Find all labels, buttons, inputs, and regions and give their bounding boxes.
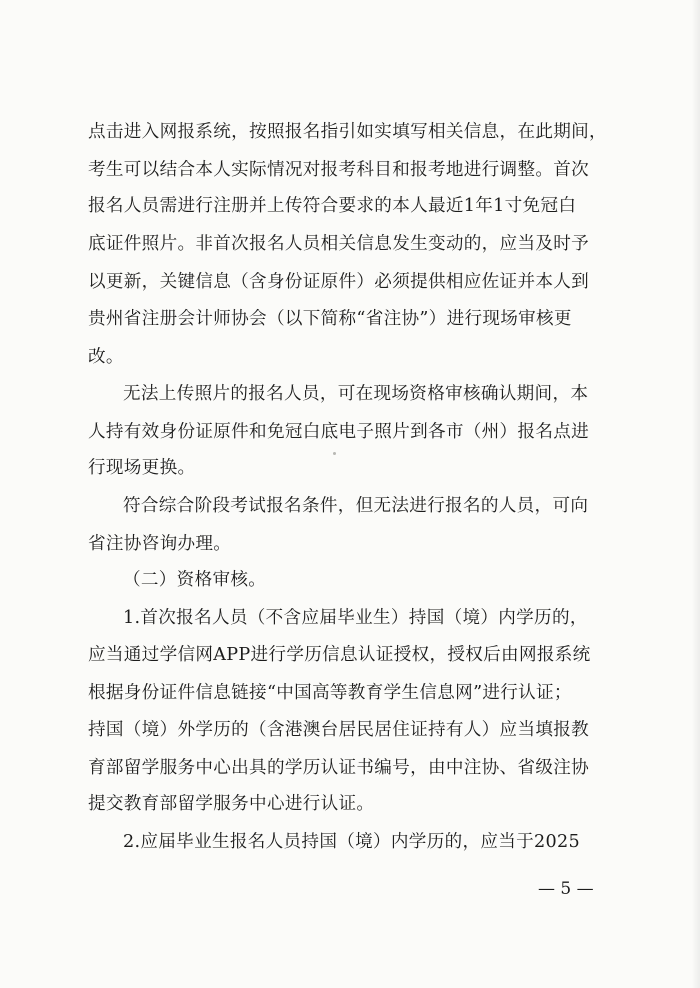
text-line: 考生可以结合本人实际情况对报考科目和报考地进行调整。首次 [88,160,590,180]
page-number: — 5 — [538,879,594,899]
text-line: 根据身份证件信息链接“中国高等教育学生信息网”进行认证； [88,683,572,703]
paragraph-first-line: 符合综合阶段考试报名条件，但无法进行报名的人员，可向 [123,496,589,516]
text-line: 行现场更换。 [88,458,196,478]
text-line: 底证件照片。非首次报名人员相关信息发生变动的，应当及时予 [88,234,590,254]
text-line: 以更新，关键信息（含身份证原件）必须提供相应佐证并本人到 [88,272,590,292]
scan-speck [333,452,336,455]
paragraph-first-line: 2.应届毕业生报名人员持国（境）内学历的，应当于2025 [123,832,581,852]
section-heading: （二）资格审核。 [123,570,267,590]
text-line: 点击进入网报系统，按照报名指引如实填写相关信息，在此期间， [88,122,607,142]
text-line: 育部留学服务中心出具的学历认证书编号，由中注协、省级注协 [88,758,590,778]
text-line: 提交教育部留学服务中心进行认证。 [88,794,375,814]
text-line: 人持有效身份证原件和免冠白底电子照片到各市（州）报名点进 [88,422,590,442]
text-line: 改。 [88,347,124,367]
paragraph-first-line: 无法上传照片的报名人员，可在现场资格审核确认期间，本 [123,384,589,404]
text-line: 贵州省注册会计师协会（以下简称“省注协”）进行现场审核更 [88,309,572,329]
paragraph-first-line: 1.首次报名人员（不含应届毕业生）持国（境）内学历的， [123,608,588,628]
page-edge-shadow [692,0,700,988]
text-line: 应当通过学信网APP进行学历信息认证授权，授权后由网报系统 [88,645,591,665]
text-line: 报名人员需进行注册并上传符合要求的本人最近1年1寸免冠白 [88,196,577,216]
text-line: 省注协咨询办理。 [88,534,232,554]
text-line: 持国（境）外学历的（含港澳台居民居住证持有人）应当填报教 [88,720,590,740]
